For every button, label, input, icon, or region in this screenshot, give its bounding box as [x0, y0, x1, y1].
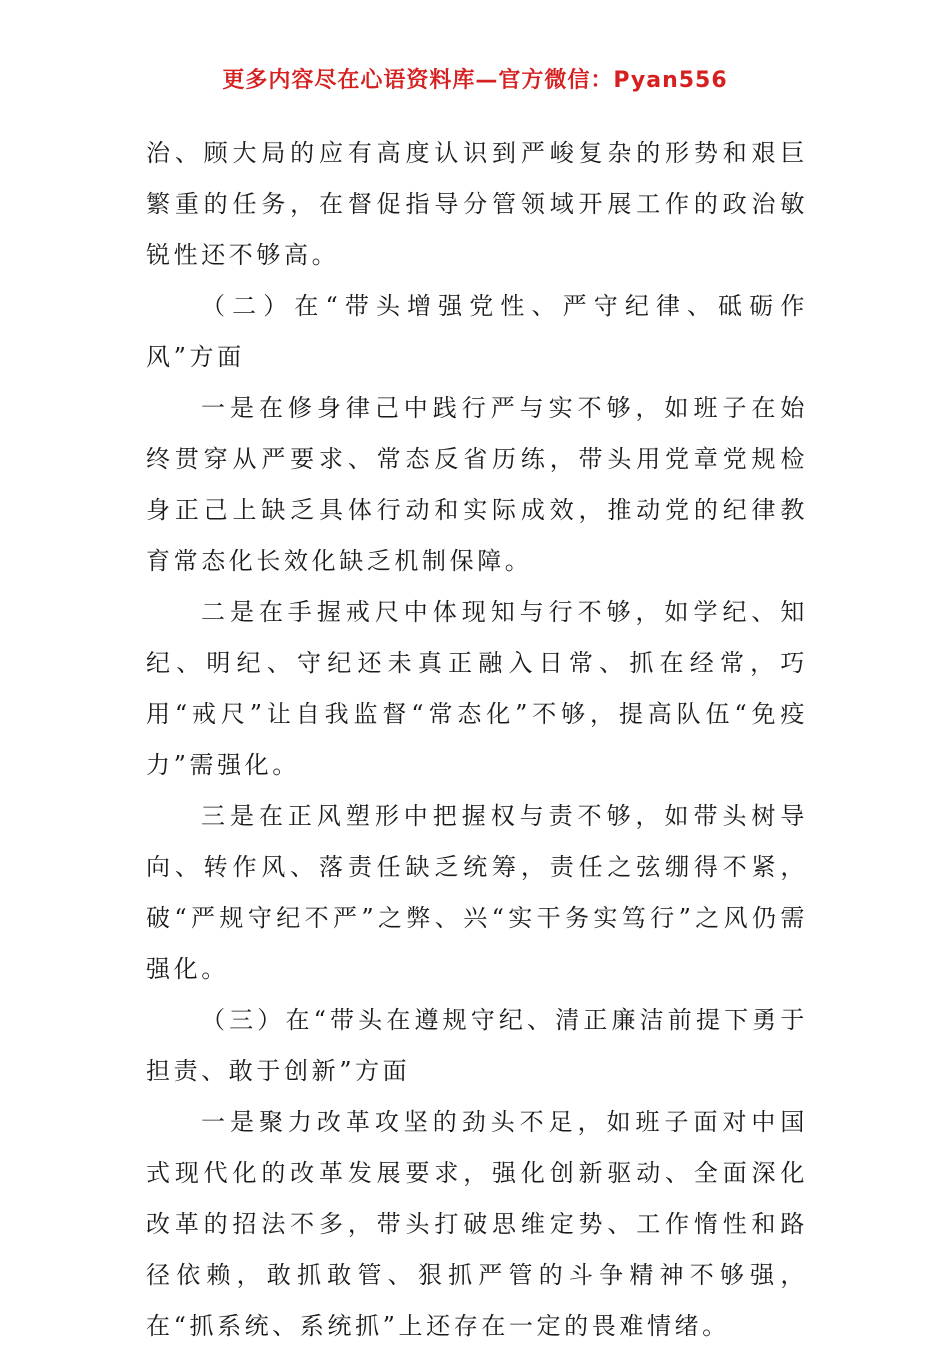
- paragraph-item-1: 一是在修身律己中践行严与实不够，如班子在始终贯穿从严要求、常态反省历练，带头用党章党规检身正己上缺乏具体行动和实际成效，推动党的纪律教育常态化长效化缺乏机制保障。: [146, 394, 808, 575]
- paragraph-item-4: 一是聚力改革攻坚的劲头不足，如班子面对中国式现代化的改革发展要求，强化创新驱动、全面深化改革的招法不多，带头打破思维定势、工作惰性和路径依赖，敢抓敢管、狠抓严管的斗争精神不够强，在“抓系统、系统抓”上还存在一定的畏难情绪。: [146, 1108, 808, 1340]
- section-heading-2: （二）在“带头增强党性、严守纪律、砥砺作风”方面: [146, 292, 808, 371]
- document-body: [146, 128, 808, 1352]
- paragraph-continuation: 治、顾大局的应有高度认识到严峻复杂的形势和艰巨繁重的任务，在督促指导分管领域开展工作的政治敏锐性还不够高。: [146, 139, 808, 269]
- paragraph-item-2: 二是在手握戒尺中体现知与行不够，如学纪、知纪、明纪、守纪还未真正融入日常、抓在经常，巧用“戒尺”让自我监督“常态化”不够，提高队伍“免疫力”需强化。: [146, 598, 808, 779]
- section-heading-3: （三）在“带头在遵规守纪、清正廉洁前提下勇于担责、敢于创新”方面: [146, 1006, 808, 1085]
- paragraph-item-3: 三是在正风塑形中把握权与责不够，如带头树导向、转作风、落责任缺乏统筹，责任之弦绷得不紧，破“严规守纪不严”之弊、兴“实干务实笃行”之风仍需强化。: [146, 802, 808, 983]
- header-banner: 更多内容尽在心语资料库—官方微信：Pyan556: [222, 68, 728, 93]
